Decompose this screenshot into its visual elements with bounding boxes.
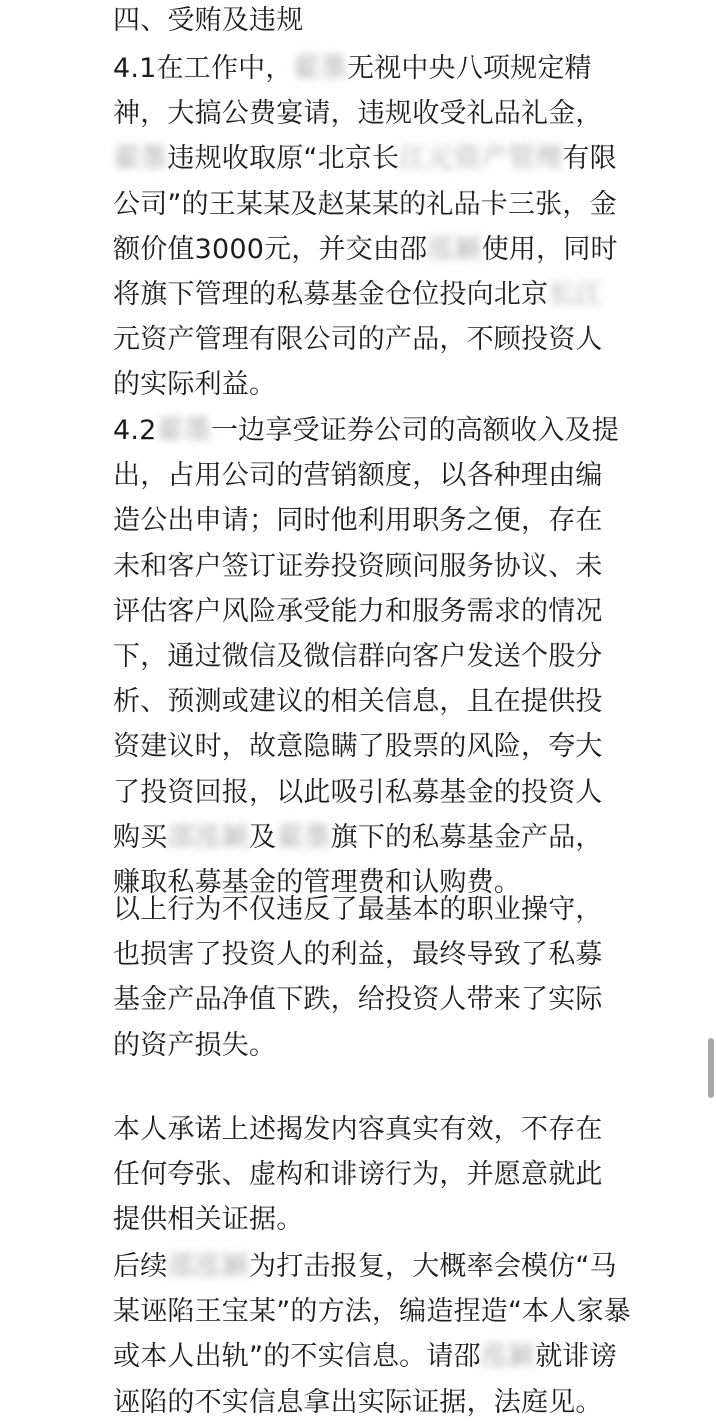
text-line bbox=[113, 91, 618, 136]
paragraph-4-1 bbox=[113, 46, 618, 408]
text-segment: 某诬陷王宝某”的方法，编造捏造“本人家暴 bbox=[113, 1296, 631, 1328]
text-segment: 公司”的王某某及赵某某的礼品卡三张，金 bbox=[113, 188, 617, 220]
text-segment: 一边享受证券公司的高额收入及提 bbox=[210, 415, 619, 446]
text-line bbox=[113, 634, 619, 679]
text-line bbox=[113, 1334, 631, 1379]
text-line bbox=[113, 589, 619, 634]
text-segment: 赚取私募基金的管理费和认购费。 bbox=[113, 867, 521, 899]
text-segment: 析、预测或建议的相关信息，且在提供投 bbox=[113, 686, 603, 718]
redacted-name: 泓颖 bbox=[427, 233, 482, 265]
text-line bbox=[113, 1380, 631, 1425]
text-segment: 的资产损失。 bbox=[113, 1029, 277, 1061]
redacted-name: 翟墨 bbox=[276, 821, 331, 853]
text-line bbox=[113, 1197, 603, 1242]
text-segment: 神，大搞公费宴请，违规收受礼品礼金， bbox=[113, 98, 603, 130]
scrollbar-thumb[interactable] bbox=[708, 1038, 714, 1098]
text-line bbox=[113, 362, 618, 407]
text-line bbox=[113, 182, 618, 227]
text-line bbox=[113, 544, 619, 589]
text-line bbox=[113, 887, 603, 932]
text-line bbox=[113, 1152, 603, 1197]
text-segment: 下，通过微信及微信群向客户发送个股分 bbox=[113, 641, 603, 673]
redacted-name: 长江 bbox=[548, 279, 603, 311]
text-segment: 4.2 bbox=[113, 415, 157, 446]
text-segment: 有限 bbox=[562, 143, 617, 175]
text-segment: 违规收取原“北京长 bbox=[167, 143, 400, 175]
text-segment: 基金产品净值下跌，给投资人带来了实际 bbox=[113, 984, 603, 1016]
text-segment: 也损害了投资人的利益，最终导致了私募 bbox=[113, 939, 603, 971]
text-line bbox=[113, 770, 619, 815]
text-line bbox=[113, 932, 603, 977]
text-segment: 或本人出轨”的不实信息。请邵 bbox=[113, 1341, 481, 1373]
redacted-name: 翟墨 bbox=[292, 53, 347, 84]
text-line bbox=[113, 815, 619, 860]
text-line bbox=[113, 272, 618, 317]
text-segment: 评估客户风险承受能力和服务需求的情况 bbox=[113, 595, 603, 627]
text-line bbox=[113, 724, 619, 769]
redacted-name: 邵泓颖 bbox=[167, 1251, 250, 1282]
text-line bbox=[113, 1289, 631, 1334]
text-segment: 的实际利益。 bbox=[113, 369, 277, 401]
text-segment: 4.1在工作中， bbox=[113, 53, 293, 84]
text-segment: 无视中央八项规定精 bbox=[346, 53, 592, 84]
text-segment: 以上行为不仅违反了最基本的职业操守， bbox=[113, 894, 603, 925]
text-line bbox=[113, 317, 618, 362]
text-segment: 后续 bbox=[113, 1251, 168, 1282]
text-segment: 购买 bbox=[113, 821, 168, 853]
text-segment: 就诽谤 bbox=[535, 1341, 617, 1373]
text-line bbox=[113, 1244, 631, 1289]
text-segment: 造公出申请；同时他利用职务之便，存在 bbox=[113, 505, 603, 537]
text-segment: 未和客户签订证券投资顾问服务协议、未 bbox=[113, 550, 603, 582]
text-segment: 本人承诺上述揭发内容真实有效，不存在 bbox=[113, 1114, 603, 1145]
text-segment: 诬陷的不实信息拿出实际证据，法庭见。 bbox=[113, 1386, 603, 1418]
redacted-name: 翟墨 bbox=[156, 415, 211, 446]
paragraph-summary bbox=[113, 887, 603, 1068]
text-segment: 额价值3000元，并交由邵 bbox=[113, 233, 428, 265]
text-line bbox=[113, 498, 619, 543]
redacted-name: 江元资产管理 bbox=[399, 143, 563, 175]
redacted-name: 翟墨 bbox=[113, 143, 168, 175]
text-segment: 及 bbox=[249, 821, 277, 853]
text-line bbox=[113, 977, 603, 1022]
text-segment: 出，占用公司的营销额度，以各种理由编 bbox=[113, 460, 603, 492]
text-line bbox=[113, 227, 618, 272]
text-line bbox=[113, 453, 619, 498]
redacted-name: 泓颖 bbox=[480, 1341, 536, 1373]
section-heading: 四、受贿及违规 bbox=[113, 5, 304, 36]
paragraph-4-2 bbox=[113, 408, 619, 905]
text-line bbox=[113, 136, 618, 181]
text-line bbox=[113, 46, 618, 91]
text-segment: 资建议时，故意隐瞒了股票的风险，夸大 bbox=[113, 731, 603, 763]
text-segment: 使用，同时 bbox=[481, 233, 618, 265]
text-segment: 提供相关证据。 bbox=[113, 1204, 304, 1236]
paragraph-followup bbox=[113, 1244, 631, 1425]
redacted-name: 邵泓颖 bbox=[167, 821, 250, 853]
paragraph-commitment bbox=[113, 1107, 603, 1243]
text-segment: 为打击报复，大概率会模仿“马 bbox=[249, 1251, 617, 1282]
text-segment: 将旗下管理的私募基金仓位投向北京 bbox=[113, 279, 549, 311]
text-segment: 元资产管理有限公司的产品，不顾投资人 bbox=[113, 324, 603, 356]
text-line bbox=[113, 1023, 603, 1068]
text-line bbox=[113, 1107, 603, 1152]
text-segment: 了投资回报，以此吸引私募基金的投资人 bbox=[113, 776, 603, 808]
text-segment: 任何夸张、虚构和诽谤行为，并愿意就此 bbox=[113, 1159, 603, 1191]
text-segment: 旗下的私募基金产品， bbox=[330, 821, 603, 853]
text-line bbox=[113, 679, 619, 724]
text-line bbox=[113, 408, 619, 453]
